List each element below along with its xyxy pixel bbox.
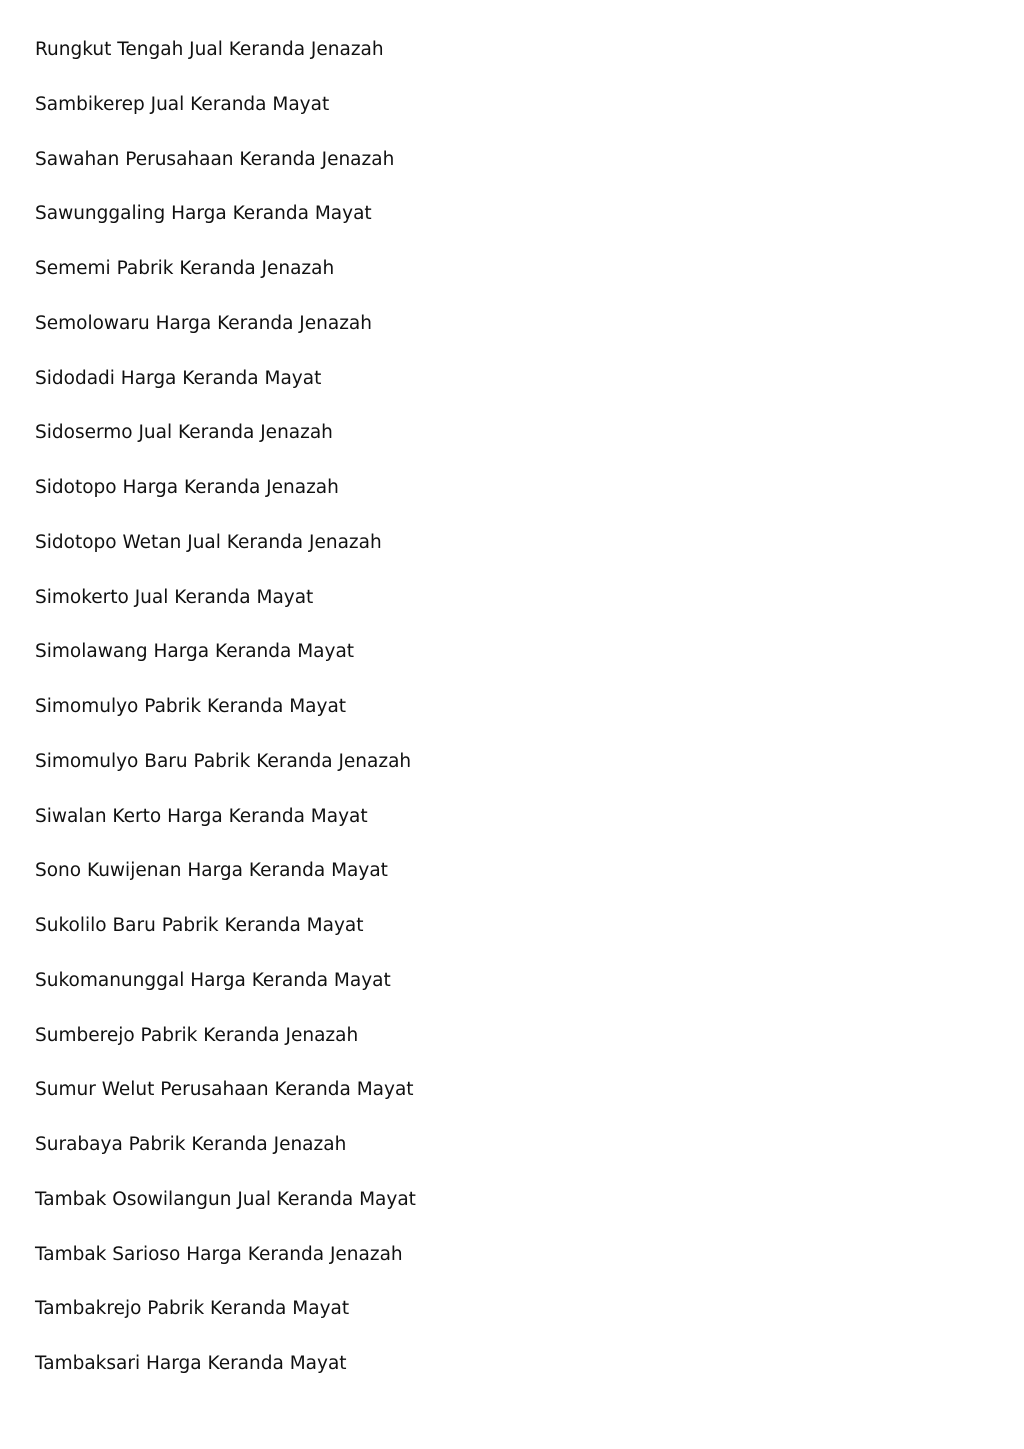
list-item: Sidotopo Harga Keranda Jenazah <box>35 477 339 498</box>
list-item: Sememi Pabrik Keranda Jenazah <box>35 258 335 279</box>
list-item: Sumberejo Pabrik Keranda Jenazah <box>35 1024 359 1046</box>
list-item: Sambikerep Jual Keranda Mayat <box>35 93 330 115</box>
list-item: Tambakrejo Pabrik Keranda Mayat <box>35 1298 350 1320</box>
list-item: Sono Kuwijenan Harga Keranda Mayat <box>35 860 388 882</box>
list-item: Surabaya Pabrik Keranda Jenazah <box>35 1134 347 1155</box>
list-item: Sawunggaling Harga Keranda Mayat <box>35 203 372 225</box>
list-item: Sukolilo Baru Pabrik Keranda Mayat <box>35 915 364 936</box>
list-item: Simomulyo Pabrik Keranda Mayat <box>35 696 347 717</box>
list-item: Sidotopo Wetan Jual Keranda Jenazah <box>35 531 382 553</box>
list-item: Sidosermo Jual Keranda Jenazah <box>35 422 333 444</box>
list-item: Simolawang Harga Keranda Mayat <box>35 641 355 663</box>
list-item: Simomulyo Baru Pabrik Keranda Jenazah <box>35 750 412 772</box>
text-list <box>35 36 935 1405</box>
list-item: Tambak Sarioso Harga Keranda Jenazah <box>35 1243 403 1265</box>
list-item: Sidodadi Harga Keranda Mayat <box>35 367 322 389</box>
list-item: Tambaksari Harga Keranda Mayat <box>35 1353 347 1374</box>
list-item: Semolowaru Harga Keranda Jenazah <box>35 312 372 334</box>
list-item: Tambak Osowilangun Jual Keranda Mayat <box>35 1188 416 1210</box>
list-item: Sumur Welut Perusahaan Keranda Mayat <box>35 1079 414 1101</box>
list-item: Sukomanunggal Harga Keranda Mayat <box>35 969 391 991</box>
list-item: Simokerto Jual Keranda Mayat <box>35 586 314 608</box>
list-item: Rungkut Tengah Jual Keranda Jenazah <box>35 39 384 60</box>
list-item: Siwalan Kerto Harga Keranda Mayat <box>35 805 368 827</box>
list-item: Sawahan Perusahaan Keranda Jenazah <box>35 148 395 170</box>
